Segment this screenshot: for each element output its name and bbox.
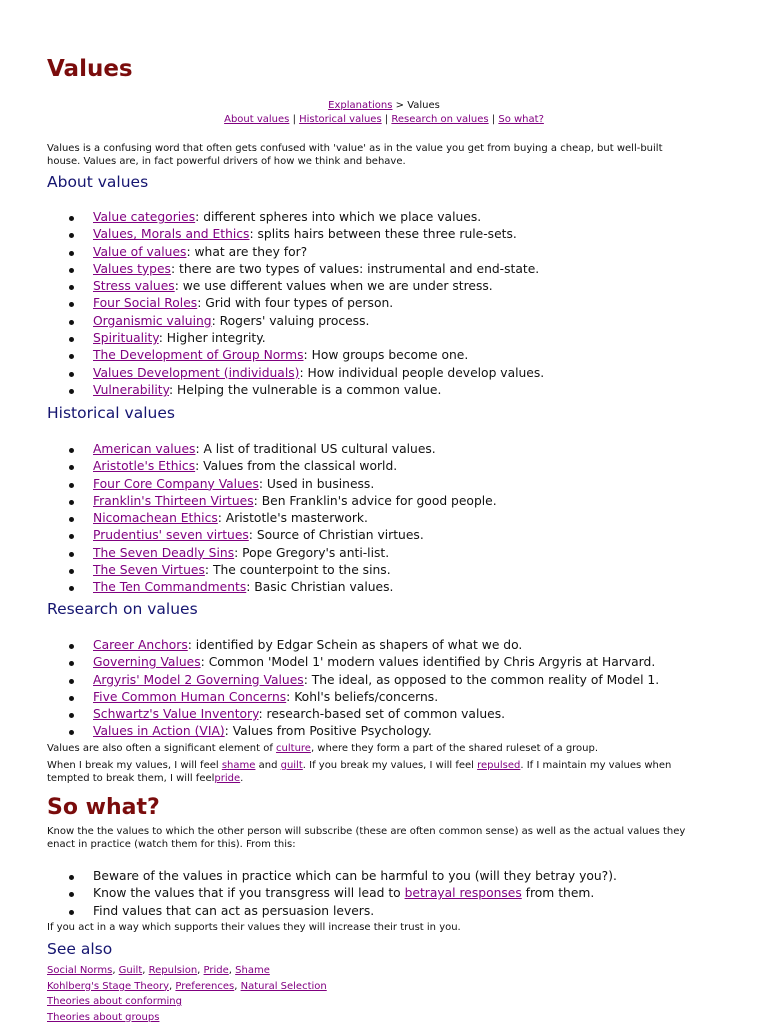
- see-also-row-2: [47, 979, 327, 995]
- culture-note: [47, 742, 727, 755]
- break-note-text: and: [255, 760, 280, 771]
- list-item: [47, 689, 659, 706]
- breadcrumb-current: Values: [407, 100, 440, 111]
- break-note-text: . If you break my values, I will feel: [303, 760, 477, 771]
- link-separator: ,: [169, 981, 175, 992]
- link-separator: ,: [197, 965, 203, 976]
- nav-link-so-what[interactable]: So what?: [498, 114, 544, 125]
- link-repulsion[interactable]: Repulsion: [149, 965, 198, 976]
- link-values-development[interactable]: Values Development (individuals): [93, 366, 299, 380]
- list-item: [47, 562, 497, 579]
- list-item: [47, 313, 544, 330]
- so-what-list: [47, 868, 617, 920]
- culture-note-text: , where they form a part of the shared ruleset of a group.: [311, 743, 598, 754]
- list-item: [47, 527, 497, 544]
- list-item-desc: : How individual people develop values.: [299, 366, 544, 380]
- link-seven-deadly-sins[interactable]: The Seven Deadly Sins: [93, 546, 234, 560]
- list-item: [47, 545, 497, 562]
- list-item-desc: : Used in business.: [259, 477, 374, 491]
- section-nav: [0, 113, 768, 126]
- break-note-text: tempted to break them, I will feel: [47, 773, 214, 784]
- break-note-text: When I break my values, I will feel: [47, 760, 222, 771]
- link-preferences[interactable]: Preferences: [175, 981, 234, 992]
- list-item-desc: : identified by Edgar Schein as shapers of what we do.: [188, 638, 523, 652]
- list-item-desc: : Higher integrity.: [159, 331, 266, 345]
- link-aristotles-ethics[interactable]: Aristotle's Ethics: [93, 459, 195, 473]
- list-item-text: from them.: [522, 886, 595, 900]
- list-item: [47, 510, 497, 527]
- list-item-text: Beware of the values in practice which can be harmful to you (will they betray you?).: [93, 869, 617, 883]
- link-repulsed[interactable]: repulsed: [477, 760, 520, 771]
- nav-link-historical-values[interactable]: Historical values: [299, 114, 382, 125]
- link-separator: ,: [142, 965, 148, 976]
- see-also-links: [47, 963, 327, 1025]
- link-values-types[interactable]: Values types: [93, 262, 171, 276]
- list-item: [47, 278, 544, 295]
- link-career-anchors[interactable]: Career Anchors: [93, 638, 188, 652]
- heading-so-what: So what?: [47, 795, 160, 820]
- so-what-line-1: Know the the values to which the other person will subscribe (these are often common sense) as well as the actual values they: [47, 826, 685, 837]
- link-model-2-governing-values[interactable]: Argyris' Model 2 Governing Values: [93, 673, 304, 687]
- list-item-desc: : Common 'Model 1' modern values identified by Chris Argyris at Harvard.: [201, 655, 656, 669]
- link-stress-values[interactable]: Stress values: [93, 279, 175, 293]
- list-item: [47, 365, 544, 382]
- list-item-desc: : Pope Gregory's anti-list.: [234, 546, 389, 560]
- list-item: [47, 903, 617, 920]
- link-value-categories[interactable]: Value categories: [93, 210, 195, 224]
- list-item-desc: : there are two types of values: instrumental and end-state.: [171, 262, 539, 276]
- heading-about-values: About values: [47, 173, 148, 191]
- list-item-desc: : Helping the vulnerable is a common value.: [169, 383, 441, 397]
- nav-separator: |: [382, 114, 392, 125]
- breadcrumb-separator: >: [392, 100, 407, 111]
- list-item-desc: : research-based set of common values.: [259, 707, 506, 721]
- link-organismic-valuing[interactable]: Organismic valuing: [93, 314, 212, 328]
- link-vulnerability[interactable]: Vulnerability: [93, 383, 169, 397]
- list-item: [47, 885, 617, 902]
- list-item: [47, 672, 659, 689]
- link-guilt[interactable]: guilt: [281, 760, 303, 771]
- see-also-row-3: [47, 994, 327, 1010]
- list-item-text: Find values that can act as persuasion levers.: [93, 904, 374, 918]
- link-nicomachean-ethics[interactable]: Nicomachean Ethics: [93, 511, 218, 525]
- link-shame[interactable]: shame: [222, 760, 256, 771]
- list-item-desc: : Rogers' valuing process.: [212, 314, 370, 328]
- list-item-desc: : Kohl's beliefs/concerns.: [286, 690, 438, 704]
- list-item: [47, 330, 544, 347]
- list-item: [47, 226, 544, 243]
- nav-link-about-values[interactable]: About values: [224, 114, 289, 125]
- list-item: [47, 493, 497, 510]
- link-five-common-human-concerns[interactable]: Five Common Human Concerns: [93, 690, 286, 704]
- heading-see-also: See also: [47, 940, 112, 958]
- link-separator: ,: [229, 965, 235, 976]
- list-item: [47, 209, 544, 226]
- list-item: [47, 347, 544, 364]
- link-theories-about-conforming[interactable]: Theories about conforming: [47, 996, 182, 1007]
- list-item-desc: : Grid with four types of person.: [197, 296, 393, 310]
- heading-research-on-values: Research on values: [47, 600, 198, 618]
- list-item-desc: : Basic Christian values.: [246, 580, 393, 594]
- link-spirituality[interactable]: Spirituality: [93, 331, 159, 345]
- link-pride[interactable]: Pride: [204, 965, 229, 976]
- list-item: [47, 382, 544, 399]
- list-item: [47, 476, 497, 493]
- culture-note-text: Values are also often a significant element of: [47, 743, 276, 754]
- link-separator: ,: [234, 981, 240, 992]
- link-american-values[interactable]: American values: [93, 442, 195, 456]
- list-item: [47, 637, 659, 654]
- breadcrumb-link-explanations[interactable]: Explanations: [328, 100, 392, 111]
- link-theories-about-groups[interactable]: Theories about groups: [47, 1012, 159, 1023]
- break-values-note: [47, 759, 727, 785]
- so-what-line-2: enact in practice (watch them for this). From this:: [47, 839, 296, 850]
- list-item: [47, 295, 544, 312]
- break-note-text: .: [240, 773, 243, 784]
- trust-note: If you act in a way which supports their values they will increase their trust in you.: [47, 921, 727, 934]
- heading-historical-values: Historical values: [47, 404, 175, 422]
- list-item: [47, 706, 659, 723]
- list-item-desc: : Source of Christian virtues.: [249, 528, 424, 542]
- list-item-desc: : splits hairs between these three rule-sets.: [249, 227, 516, 241]
- list-item-desc: : Values from Positive Psychology.: [225, 724, 432, 738]
- nav-separator: |: [489, 114, 499, 125]
- intro-paragraph: [47, 142, 727, 168]
- list-item: [47, 579, 497, 596]
- list-item: [47, 441, 497, 458]
- list-item-desc: : A list of traditional US cultural values.: [195, 442, 435, 456]
- link-values-in-action[interactable]: Values in Action (VIA): [93, 724, 225, 738]
- nav-separator: |: [289, 114, 299, 125]
- list-item-desc: : Ben Franklin's advice for good people.: [254, 494, 497, 508]
- link-franklins-virtues[interactable]: Franklin's Thirteen Virtues: [93, 494, 254, 508]
- list-item-desc: : Aristotle's masterwork.: [218, 511, 368, 525]
- link-natural-selection[interactable]: Natural Selection: [241, 981, 327, 992]
- link-value-of-values[interactable]: Value of values: [93, 245, 186, 259]
- intro-line-2: house. Values are, in fact powerful drivers of how we think and behave.: [47, 156, 406, 167]
- list-item-text: Know the values that if you transgress will lead to: [93, 886, 405, 900]
- link-seven-virtues[interactable]: The Seven Virtues: [93, 563, 205, 577]
- nav-link-research-on-values[interactable]: Research on values: [391, 114, 488, 125]
- link-pride[interactable]: pride: [214, 773, 240, 784]
- link-kohlbergs-stage-theory[interactable]: Kohlberg's Stage Theory: [47, 981, 169, 992]
- link-ten-commandments[interactable]: The Ten Commandments: [93, 580, 246, 594]
- list-item-desc: : The counterpoint to the sins.: [205, 563, 391, 577]
- break-note-text: . If I maintain my values when: [520, 760, 671, 771]
- list-item: [47, 458, 497, 475]
- link-shame[interactable]: Shame: [235, 965, 270, 976]
- list-item-desc: : what are they for?: [186, 245, 307, 259]
- list-item-desc: : The ideal, as opposed to the common reality of Model 1.: [304, 673, 659, 687]
- link-four-social-roles[interactable]: Four Social Roles: [93, 296, 197, 310]
- research-values-list: [47, 637, 659, 741]
- list-item-desc: : different spheres into which we place values.: [195, 210, 481, 224]
- list-item-desc: : Values from the classical world.: [195, 459, 397, 473]
- list-item-desc: : we use different values when we are under stress.: [175, 279, 493, 293]
- link-group-norms[interactable]: The Development of Group Norms: [93, 348, 304, 362]
- link-schwartz-value-inventory[interactable]: Schwartz's Value Inventory: [93, 707, 259, 721]
- list-item: [47, 723, 659, 740]
- so-what-paragraph: [47, 825, 727, 851]
- about-values-list: [47, 209, 544, 399]
- link-governing-values[interactable]: Governing Values: [93, 655, 201, 669]
- link-culture[interactable]: culture: [276, 743, 311, 754]
- list-item: [47, 261, 544, 278]
- intro-line-1: Values is a confusing word that often gets confused with 'value' as in the value you get from buying a cheap, but well-built: [47, 143, 663, 154]
- link-four-core-company-values[interactable]: Four Core Company Values: [93, 477, 259, 491]
- link-prudentius-virtues[interactable]: Prudentius' seven virtues: [93, 528, 249, 542]
- link-separator: ,: [112, 965, 118, 976]
- link-guilt[interactable]: Guilt: [119, 965, 143, 976]
- list-item: [47, 868, 617, 885]
- see-also-row-4: [47, 1010, 327, 1025]
- historical-values-list: [47, 441, 497, 597]
- list-item-desc: : How groups become one.: [304, 348, 469, 362]
- link-values-morals-ethics[interactable]: Values, Morals and Ethics: [93, 227, 249, 241]
- breadcrumb: [0, 99, 768, 112]
- page-title: Values: [47, 56, 133, 82]
- list-item: [47, 654, 659, 671]
- list-item: [47, 244, 544, 261]
- link-betrayal-responses[interactable]: betrayal responses: [405, 886, 522, 900]
- link-social-norms[interactable]: Social Norms: [47, 965, 112, 976]
- see-also-row-1: [47, 963, 327, 979]
